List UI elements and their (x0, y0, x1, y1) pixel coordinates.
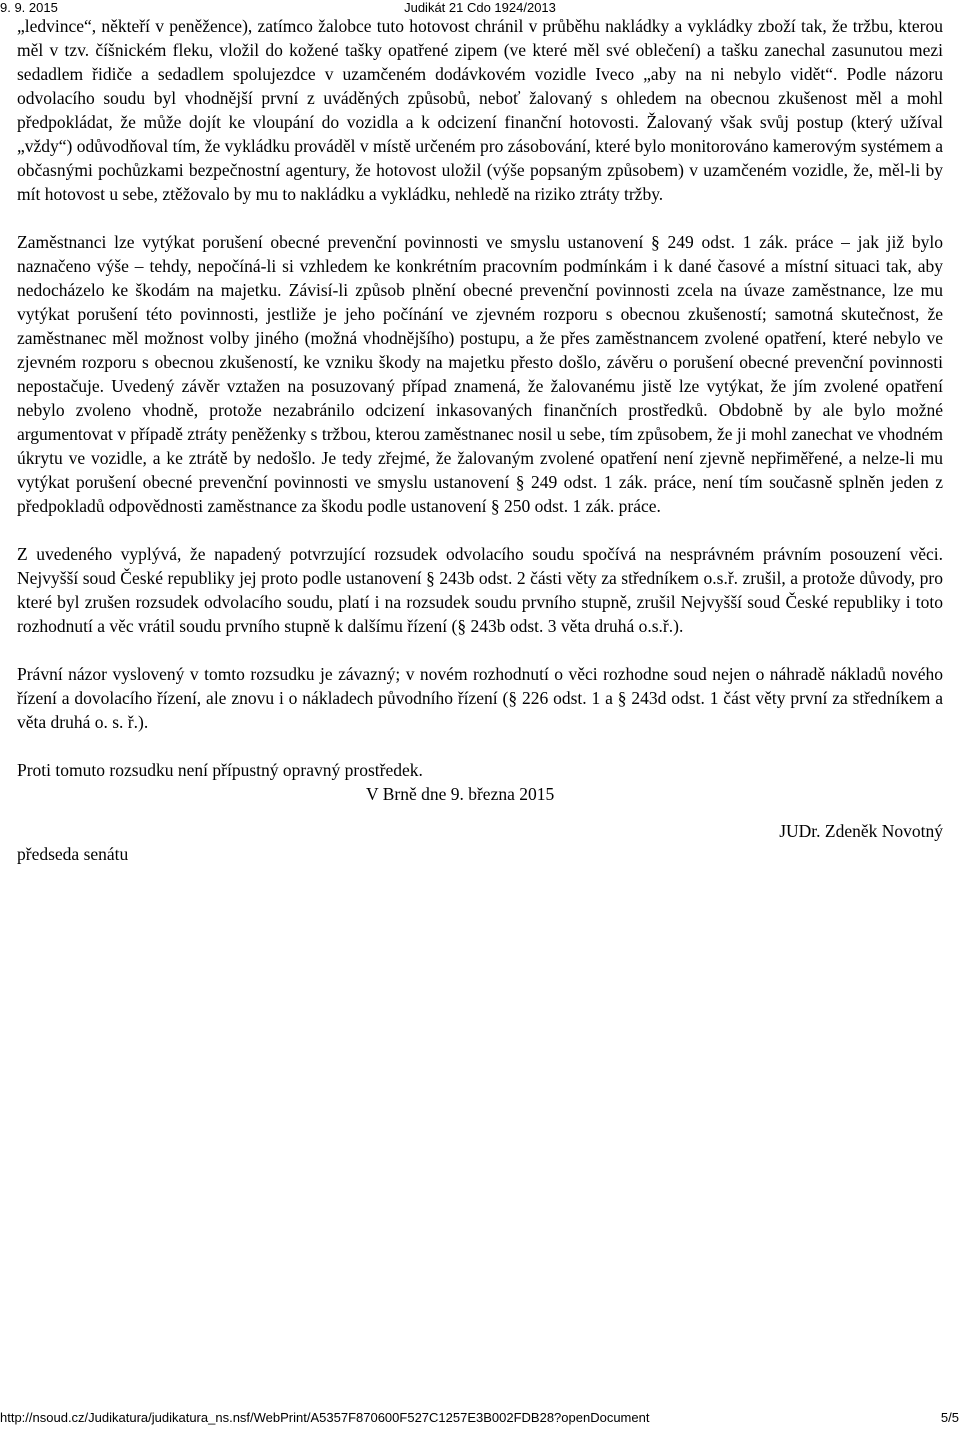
signature-block (17, 819, 943, 879)
page-number: 5/5 (940, 1410, 959, 1425)
print-footer (0, 1410, 960, 1428)
paragraph-1: „ledvince“, někteří v peněžence), zatímco žalobce tuto hotovost chránil v průběhu nakládky a vykládky zboží tak, že tržbu, kterou měl v tzv. číšnickém fleku, vložil do kožené tašky opatřené zipem (ve které měl své oblečení) a tašku zanechal zasunutou mezi sedadlem řidiče a sedadlem spolujezdce v uzamčeném dodávkovém vozidle Iveco „aby na ni nebylo vidět“. Podle názoru odvolacího soudu byl vhodnější první z uváděných způsobů, neboť žalovaný s ohledem na obecnou zkušenost měl a mohl předpokládat, že může dojít ke vloupání do vozidla a k odcizení finanční hotovosti. Žalovaný však svůj postup (který užíval „vždy“) odůvodňoval tím, že vykládku prováděl v místě určeném pro zásobování, které bylo monitorováno kamerovým systémem a občasnými pochůzkami bezpečnostní agentury, že hotovost uložil (výše popsaným způsobem) v uzamčeném vozidle, že, měl-li by mít hotovost u sebe, ztěžovalo by mu to nakládku a vykládku, nehledě na riziko ztráty tržby. (17, 16, 943, 204)
print-date: 9. 9. 2015 (0, 0, 58, 15)
paragraph-2: Zaměstnanci lze vytýkat porušení obecné prevenční povinnosti ve smyslu ustanovení § 249 odst. 1 zák. práce – jak již bylo naznačeno výše – tehdy, nepočíná-li si vzhledem ke konkrétním pracovním podmínkám i k dané časové a místní situaci tak, aby nedocházelo ke škodám na majetku. Závisí-li způsob plnění obecné prevenční povinnosti zcela na úvaze zaměstnance, lze mu vytýkat porušení této povinnosti, jestliže je jeho počínání ve zjevném rozporu s obecnou zkušeností; samotná skutečnost, že zaměstnanec měl možnost volby jiného (možná vhodnějšího) postupu, a že přes zaměstnancem zvolené opatření, které nebylo ve zjevném rozporu s obecnou zkušeností, ke vzniku škody na majetku přesto došlo, závěru o porušení obecné prevenční povinnosti nepostačuje. Uvedený závěr vztažen na posuzovaný případ znamená, že žalovanému jistě lze vytýkat, že jím zvolené opatření nebylo zvoleno vhodně, protože nezabránilo odcizení inkasovaných finančních prostředků. Obdobně by ale bylo možné argumentovat v případě ztráty peněženky s tržbou, kterou zaměstnanec nosil u sebe, tím způsobem, že ji mohl zanechat ve vhodném úkrytu ve vozidle, a ke ztrátě by nedošlo. Je tedy zřejmé, že žalovaným zvolené opatření není zjevně nepřiměřené, a nelze-li mu vytýkat porušení obecné prevenční povinnosti ve smyslu ustanovení § 249 odst. 1 zák. práce, není tím současně splněn jeden z předpokladů odpovědnosti zaměstnance za škodu podle ustanovení § 250 odst. 1 zák. práce. (17, 232, 943, 516)
closing-block (17, 758, 943, 879)
document-title: Judikát 21 Cdo 1924/2013 (404, 0, 556, 15)
signatory-role: předseda senátu (17, 844, 129, 864)
no-appeal-notice: Proti tomuto rozsudku není přípustný opravný prostředek. (17, 760, 423, 780)
paragraph-3: Z uvedeného vyplývá, že napadený potvrzující rozsudek odvolacího soudu spočívá na nesprávném právním posouzení věci. Nejvyšší soud České republiky jej proto podle ustanovení § 243b odst. 2 části věty za středníkem o.s.ř. zrušil, a protože důvody, pro které byl zrušen rozsudek odvolacího soudu, platí i na rozsudek soudu prvního stupně, zrušil Nejvyšší soud České republiky i toto rozhodnutí a věc vrátil soudu prvního stupně k dalšímu řízení (§ 243b odst. 3 věta druhá o.s.ř.). (17, 544, 943, 636)
source-url: http://nsoud.cz/Judikatura/judikatura_ns.nsf/WebPrint/A5357F870600F527C1257E3B002FDB28?openDocument (0, 1410, 650, 1425)
judgment-text (17, 14, 943, 879)
signatory-name: JUDr. Zdeněk Novotný (779, 821, 943, 841)
place-and-date: V Brně dne 9. března 2015 (366, 784, 555, 804)
paragraph-4: Právní názor vyslovený v tomto rozsudku je závazný; v novém rozhodnutí o věci rozhodne soud nejen o náhradě nákladů nového řízení a dovolacího řízení, ale znovu i o nákladech původního řízení (§ 226 odst. 1 a § 243d odst. 1 část věty první za středníkem a věta druhá o. s. ř.). (17, 664, 943, 732)
